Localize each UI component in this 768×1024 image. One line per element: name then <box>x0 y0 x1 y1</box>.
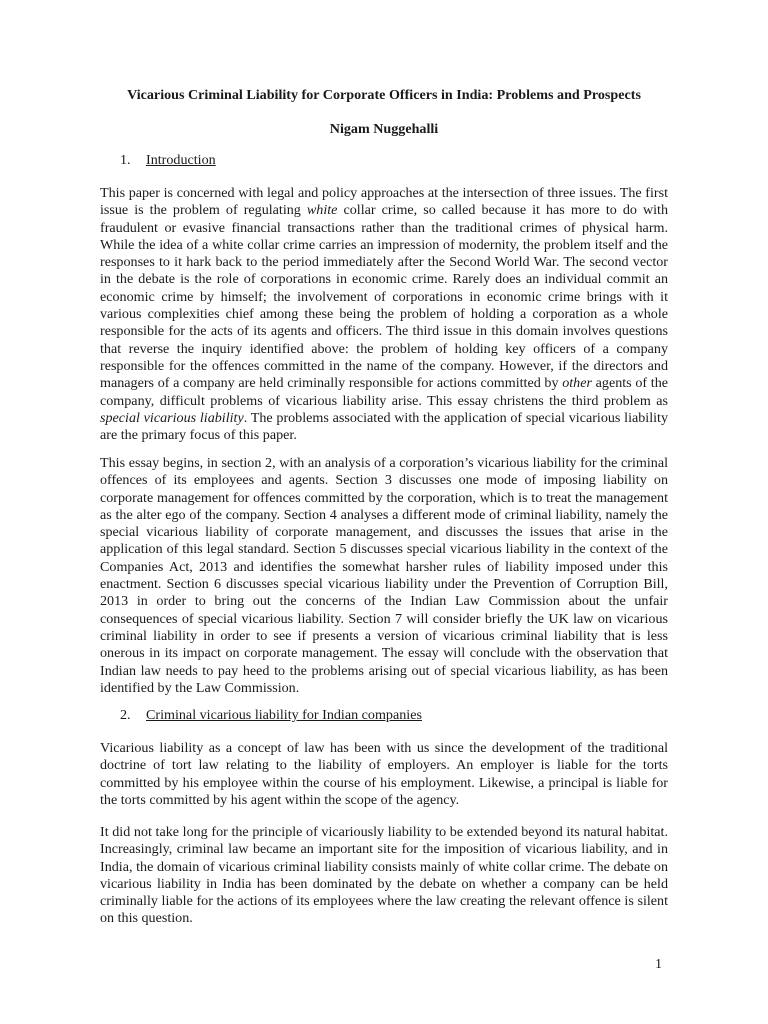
text-run: . The problems associated with the application of special vicarious liability are the primary focus of this paper. <box>100 409 668 444</box>
section-title: Introduction <box>146 152 216 168</box>
intro-paragraph-1 <box>100 185 668 444</box>
italic-term: special vicarious liability <box>100 409 244 426</box>
section-number: 2. <box>120 707 131 723</box>
page-number: 1 <box>655 956 663 972</box>
paper-title: Vicarious Criminal Liability for Corporate Officers in India: Problems and Prospects <box>127 87 641 103</box>
section2-paragraph-1: Vicarious liability as a concept of law has been with us since the development of the traditional doctrine of tort law relating to the liability of employers. An employer is liable for the torts committed by his employee within the course of his employment. Likewise, a principal is liable for the torts committed by his agent within the scope of the agency. <box>100 740 668 808</box>
italic-term: white <box>306 202 338 219</box>
text-run: agents of the company, difficult problems of vicarious liability arise. This essay christens the third problem as <box>100 375 668 409</box>
section2-paragraph-2: It did not take long for the principle of vicariously liability to be extended beyond its natural habitat. Increasingly, criminal law became an important site for the imposition of vicarious liability, and in India, the domain of vicarious criminal liability consists mainly of white collar crime. The debate on vicarious liability in India has been dominated by the debate on whether a company can be held criminally liable for the actions of its employees where the law creating the relevant offence is silent on this question. <box>100 824 668 927</box>
text-run: This paper is concerned with legal and policy approaches at the intersection of three issues. The first issue is the problem of regulating <box>100 185 668 219</box>
section-heading-criminal-vicarious-liability <box>120 706 422 724</box>
section-title: Criminal vicarious liability for Indian companies <box>146 707 422 723</box>
author-name: Nigam Nuggehalli <box>329 121 439 137</box>
section-heading-introduction <box>120 151 216 169</box>
intro-paragraph-2: This essay begins, in section 2, with an analysis of a corporation’s vicarious liability for the criminal offences of its employees and agents. Section 3 discusses one mode of imposing liability on corporate management for offences committed by the corporation, which is to treat the management as the alter ego of the company. Section 4 analyses a different mode of criminal liability, namely the special vicarious liability of corporate management, and discusses the issues that arise in the application of this legal standard. Section 5 discusses special vicarious liability in the context of the Companies Act, 2013 and identifies the somewhat harsher rules of liability imposed under this enactment. Section 6 discusses special vicarious liability under the Prevention of Corruption Bill, 2013 in order to bring out the concerns of the Indian Law Commission about the unfair consequences of special vicarious liability. Section 7 will consider briefly the UK law on vicarious criminal liability in order to see if presents a version of vicarious criminal liability that is less onerous in its impact on corporate management. The essay will conclude with the observation that Indian law needs to pay heed to the problems arising out of special vicarious liability, as has been identified by the Law Commission. <box>100 455 668 696</box>
text-run: collar crime, so called because it has more to do with fraudulent or evasive financial transactions rather than the traditional crimes of physical harm. While the idea of a white collar crime carries an impression of modernity, the problem itself and the responses to it hark back to the period immediately after the Second World War. The second vector in the debate is the role of corporations in economic crime. Rarely does an individual commit an economic crime by himself; the involvement of corporations in economic crime brings with it various complexities chief among these being the problem of holding a corporation as a whole responsible for the acts of its agents and officers. The third issue in this domain involves questions that reverse the inquiry identified above: the problem of holding key officers of a company responsible for the offences committed in the name of the company. However, if the directors and managers of a company are held criminally responsible for actions committed by <box>100 202 669 392</box>
section-number: 1. <box>120 152 131 168</box>
italic-term: other <box>562 375 592 392</box>
